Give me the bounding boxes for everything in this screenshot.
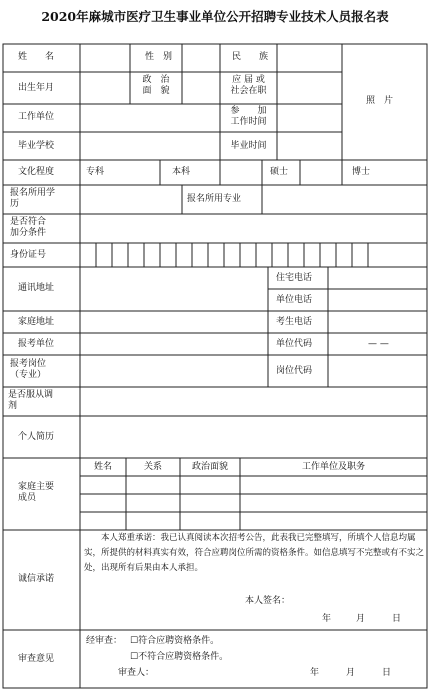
family-header-work: 工作单位及职务	[301, 462, 365, 472]
family-header-name: 姓名	[93, 462, 112, 472]
review-option-yes[interactable]: ☐符合应聘资格条件。	[130, 636, 220, 646]
master-label: 硕士	[270, 167, 289, 177]
applied-education-label: 报名所用学 历	[10, 188, 56, 209]
pledge-year: 年	[322, 614, 332, 624]
applied-unit-label: 报考单位	[18, 339, 55, 349]
family-label: 家庭主要 成员	[18, 482, 55, 503]
school-label: 毕业学校	[18, 141, 55, 151]
examinee-phone-label: 考生电话	[276, 317, 313, 327]
id-number-label: 身份证号	[10, 250, 47, 260]
workplace-label: 工作单位	[18, 112, 55, 122]
post-code-label: 岗位代码	[276, 366, 313, 376]
pledge-text: 本人郑重承诺：我已认真阅读本次招考公告，此表我已完整填写，所填个人信息均属实，所提供的材料真实有效，符合应聘岗位所需的资格条件。如信息填写不完整或有不实之处，出现所有后果由本人承担。	[84, 533, 425, 573]
gender-label: 性 别	[145, 52, 173, 62]
unit-code-label: 单位代码	[276, 339, 313, 349]
work-start-label: 参 加 工作时间	[230, 106, 267, 127]
pledge-day: 日	[392, 614, 402, 624]
review-day: 日	[382, 668, 392, 678]
ethnicity-label: 民 族	[232, 52, 269, 62]
photo-label: 照 片	[366, 96, 394, 106]
office-phone-label: 单位电话	[276, 295, 313, 305]
political-label: 政 治 面 貌	[142, 75, 170, 96]
adjust-label: 是否服从调 剂	[8, 390, 54, 411]
review-year: 年	[310, 668, 320, 678]
pledge-month: 月	[356, 614, 366, 624]
education-label: 文化程度	[18, 167, 55, 177]
home-address-label: 家庭地址	[18, 317, 55, 327]
unit-code-value: — —	[368, 339, 389, 349]
signature-label: 本人签名：	[245, 596, 291, 606]
doctor-label: 博士	[352, 167, 371, 177]
home-phone-label: 住宅电话	[276, 273, 313, 283]
review-option-no[interactable]: ☐不符合应聘资格条件。	[130, 652, 229, 662]
junior-college-label: 专科	[86, 167, 105, 177]
resume-label: 个人简历	[18, 432, 55, 442]
review-prefix: 经审查：	[86, 636, 123, 646]
family-header-relation: 关系	[143, 462, 162, 472]
birth-label: 出生年月	[18, 83, 55, 93]
family-header-political: 政治面貌	[191, 462, 228, 472]
form-title: 2020年麻城市医疗卫生事业单位公开招聘专业技术人员报名表	[41, 9, 389, 24]
graduation-label: 毕业时间	[230, 141, 267, 151]
reviewer-label: 审查人：	[118, 668, 155, 678]
residence-label: 应 届 或 社会在职	[230, 75, 267, 96]
name-label: 姓 名	[18, 52, 55, 62]
review-label: 审查意见	[18, 654, 55, 664]
bonus-condition-label: 是否符合 加分条件	[10, 217, 47, 238]
review-month: 月	[346, 668, 356, 678]
applied-major-label: 报名所用专业	[187, 194, 242, 204]
address-label: 通讯地址	[18, 283, 55, 293]
integrity-label: 诚信承诺	[18, 574, 55, 584]
applied-post-label: 报考岗位 （专业）	[10, 359, 47, 380]
bachelor-label: 本科	[172, 167, 191, 177]
